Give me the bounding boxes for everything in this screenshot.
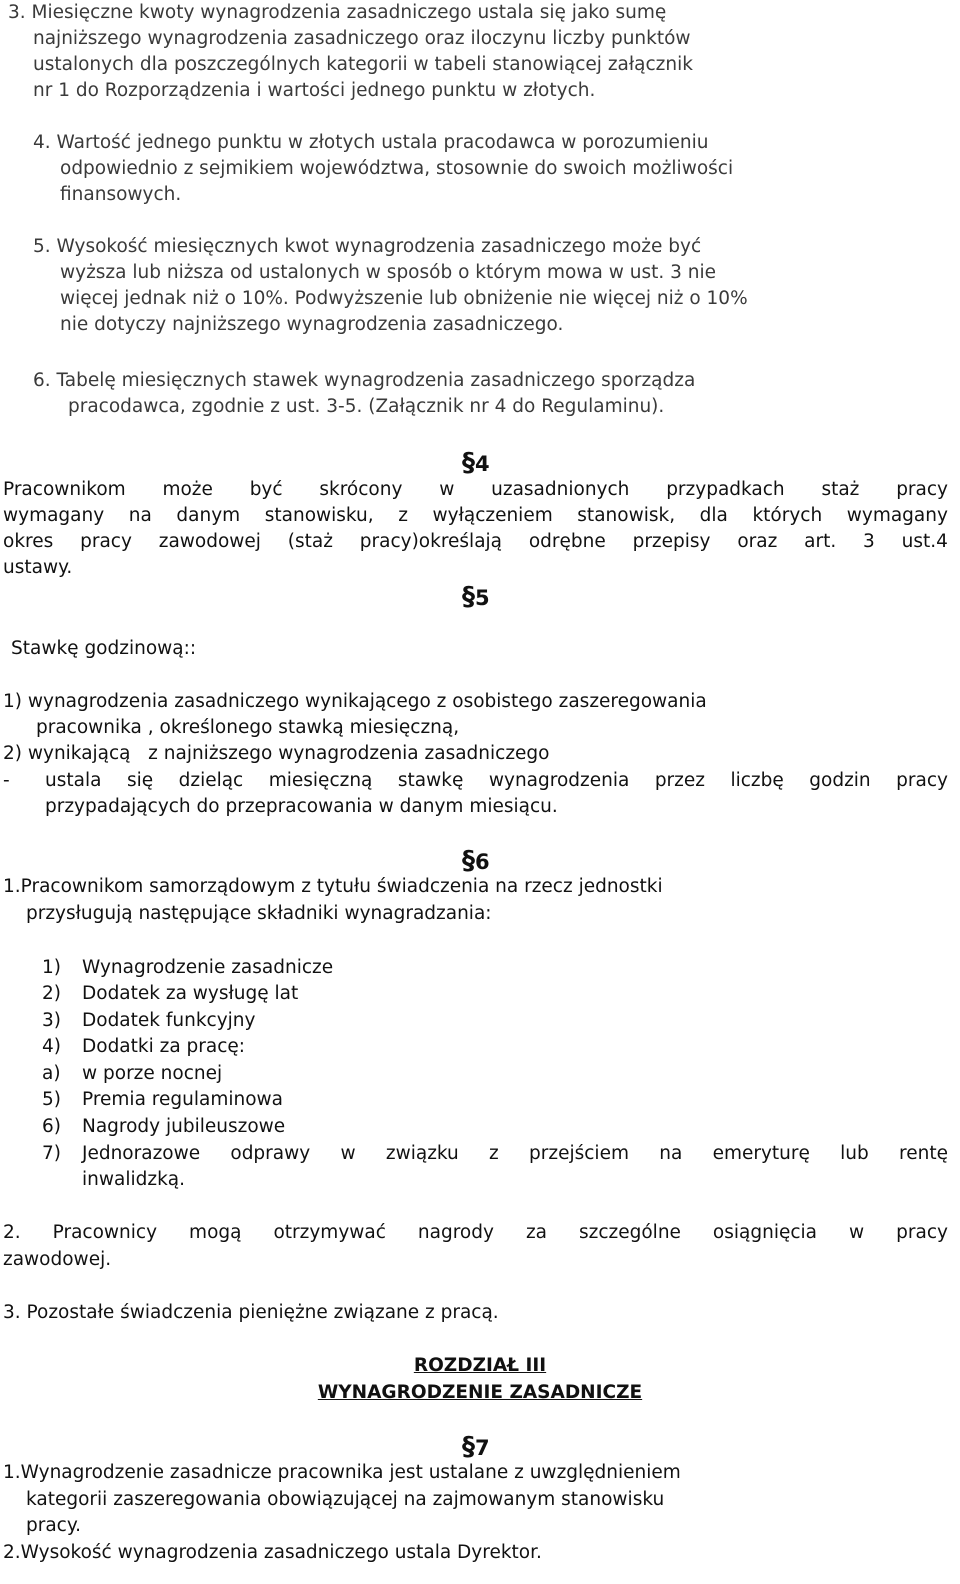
- paragraph-3-line-4: nr 1 do Rozporządzenia i wartości jednego punktu w złotych.: [33, 80, 596, 101]
- component-label: Premia regulaminowa: [82, 1089, 283, 1110]
- section-4-line-4: ustawy.: [3, 557, 73, 578]
- section-6-para-3: 3. Pozostałe świadczenia pieniężne związane z pracą.: [3, 1302, 499, 1323]
- section-number: 5: [475, 586, 490, 610]
- section-6-para-1-line-2: przysługują następujące składniki wynagradzania:: [26, 903, 492, 924]
- paragraph-3-line-3: ustalonych dla poszczególnych kategorii w tabeli stanowiącej załącznik: [33, 54, 693, 75]
- component-number: 4): [42, 1036, 61, 1057]
- paragraph-4-line-3: finansowych.: [60, 184, 182, 205]
- paragraph-4-line-1: 4. Wartość jednego punktu w złotych ustala pracodawca w porozumieniu: [33, 132, 709, 153]
- component-number: 2): [42, 983, 61, 1004]
- section-symbol: §: [462, 448, 475, 478]
- section-7-para-1-line-3: pracy.: [26, 1515, 82, 1536]
- paragraph-5-line-3: więcej jednak niż o 10%. Podwyższenie lub obniżenie nie więcej niż o 10%: [60, 288, 748, 309]
- section-4-heading: [462, 450, 490, 477]
- component-label: Dodatki za pracę:: [82, 1036, 246, 1057]
- section-symbol: §: [462, 846, 475, 876]
- component-label: w porze nocnej: [82, 1063, 223, 1084]
- paragraph-5-line-2: wyższa lub niższa od ustalonych w sposób o którym mowa w ust. 3 nie: [60, 262, 717, 283]
- component-number: 3): [42, 1010, 61, 1031]
- section-symbol: §: [462, 1432, 475, 1462]
- section-5-item-2: 2) wynikającą z najniższego wynagrodzenia zasadniczego: [3, 743, 550, 764]
- section-5-dash: -: [3, 770, 10, 791]
- section-6-para-1-line-1: 1.Pracownikom samorządowym z tytułu świadczenia na rzecz jednostki: [3, 876, 663, 897]
- component-7-line-2: inwalidzką.: [82, 1169, 185, 1190]
- paragraph-5-line-4: nie dotyczy najniższego wynagrodzenia zasadniczego.: [60, 314, 564, 335]
- section-4-line-2: wymagany na danym stanowisku, z wyłączeniem stanowisk, dla których wymagany: [3, 505, 948, 526]
- section-6-heading: [462, 848, 490, 875]
- section-7-para-1-line-1: 1.Wynagrodzenie zasadnicze pracownika jest ustalane z uwzględnieniem: [3, 1462, 681, 1483]
- paragraph-5-line-1: 5. Wysokość miesięcznych kwot wynagrodzenia zasadniczego może być: [33, 236, 702, 257]
- section-5-intro: Stawkę godzinową::: [11, 638, 197, 659]
- section-symbol: §: [462, 582, 475, 612]
- section-5-dash-line-2: przypadających do przepracowania w danym miesiącu.: [45, 796, 558, 817]
- section-5-dash-line-1: ustala się dzieląc miesięczną stawkę wynagrodzenia przez liczbę godzin pracy: [45, 770, 948, 791]
- component-number: 6): [42, 1116, 61, 1137]
- section-6-para-2-line-1: 2. Pracownicy mogą otrzymywać nagrody za szczególne osiągnięcia w pracy: [3, 1222, 948, 1243]
- component-number: 7): [42, 1143, 61, 1164]
- component-label: Nagrody jubileuszowe: [82, 1116, 286, 1137]
- paragraph-6-line-1: 6. Tabelę miesięcznych stawek wynagrodzenia zasadniczego sporządza: [33, 370, 696, 391]
- chapter-subtitle: WYNAGRODZENIE ZASADNICZE: [317, 1382, 643, 1403]
- component-number: 1): [42, 957, 61, 978]
- section-7-para-2: 2.Wysokość wynagrodzenia zasadniczego ustala Dyrektor.: [3, 1542, 542, 1563]
- section-5-item-1-line-1: 1) wynagrodzenia zasadniczego wynikającego z osobistego zaszeregowania: [3, 691, 707, 712]
- paragraph-6-line-2: pracodawca, zgodnie z ust. 3-5. (Załącznik nr 4 do Regulaminu).: [68, 396, 665, 417]
- section-4-line-3: okres pracy zawodowej (staż pracy)określają odrębne przepisy oraz art. 3 ust.4: [3, 531, 948, 552]
- component-7-line-1: Jednorazowe odprawy w związku z przejściem na emeryturę lub rentę: [82, 1143, 948, 1164]
- component-label: Dodatek funkcyjny: [82, 1010, 256, 1031]
- component-number: a): [42, 1063, 61, 1084]
- section-number: 4: [475, 452, 490, 476]
- paragraph-3-line-1: 3. Miesięczne kwoty wynagrodzenia zasadniczego ustala się jako sumę: [8, 2, 667, 23]
- section-7-para-1-line-2: kategorii zaszeregowania obowiązującej na zajmowanym stanowisku: [26, 1489, 665, 1510]
- component-label: Wynagrodzenie zasadnicze: [82, 957, 334, 978]
- section-5-item-1-line-2: pracownika , określonego stawką miesięczną,: [36, 717, 460, 738]
- chapter-title: ROZDZIAŁ III: [413, 1355, 547, 1376]
- component-label: Dodatek za wysługę lat: [82, 983, 299, 1004]
- section-number: 7: [475, 1436, 490, 1460]
- section-5-heading: [462, 584, 490, 611]
- section-number: 6: [475, 850, 490, 874]
- section-6-para-2-line-2: zawodowej.: [3, 1249, 112, 1270]
- section-7-heading: [462, 1434, 490, 1461]
- paragraph-3-line-2: najniższego wynagrodzenia zasadniczego oraz iloczynu liczby punktów: [33, 28, 691, 49]
- section-4-line-1: Pracownikom może być skrócony w uzasadnionych przypadkach staż pracy: [3, 479, 948, 500]
- component-number: 5): [42, 1089, 61, 1110]
- paragraph-4-line-2: odpowiednio z sejmikiem województwa, stosownie do swoich możliwości: [60, 158, 734, 179]
